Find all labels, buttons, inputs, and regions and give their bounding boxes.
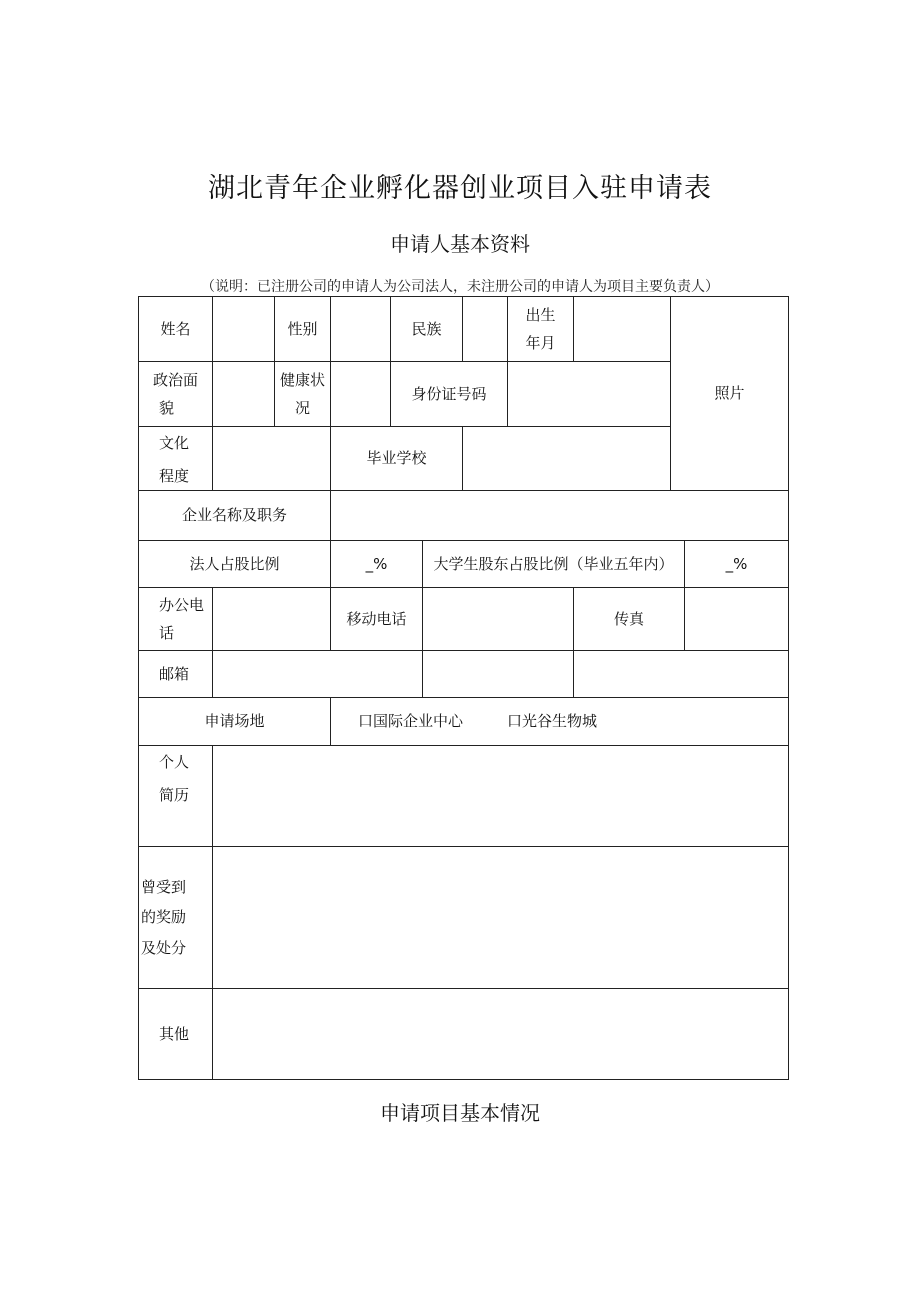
other-label: 其他 [138, 988, 213, 1080]
fax-field[interactable] [684, 587, 789, 651]
mobile-field[interactable] [422, 587, 574, 651]
section-title-project: 申请项目基本情况 [380, 1101, 540, 1125]
name-field[interactable] [212, 296, 275, 362]
birth-label: 出生 年月 [507, 296, 574, 362]
ethnicity-field[interactable] [462, 296, 508, 362]
student-share-label: 大学生股东占股比例（毕业五年内） [422, 540, 685, 588]
venue-option-biolake[interactable]: 口光谷生物城 [507, 712, 598, 731]
email-field-2[interactable] [422, 650, 574, 698]
education-label: 文化 程度 [138, 426, 213, 491]
name-label: 姓名 [138, 296, 213, 362]
id-number-field[interactable] [507, 361, 671, 427]
education-field[interactable] [212, 426, 331, 491]
political-status-label: 政治面 貌 [138, 361, 213, 427]
legal-share-field[interactable]: _% [330, 540, 423, 588]
mobile-label: 移动电话 [330, 587, 423, 651]
venue-label: 申请场地 [138, 697, 331, 746]
id-number-label: 身份证号码 [390, 361, 508, 427]
health-field[interactable] [330, 361, 391, 427]
fax-label: 传真 [573, 587, 685, 651]
birth-field[interactable] [573, 296, 671, 362]
email-field-3[interactable] [573, 650, 789, 698]
school-label: 毕业学校 [330, 426, 463, 491]
form-title: 湖北青年企业孵化器创业项目入驻申请表 [208, 173, 712, 204]
form-note: （说明：已注册公司的申请人为公司法人，未注册公司的申请人为项目主要负责人） [201, 279, 719, 295]
office-phone-label: 办公电 话 [138, 587, 213, 651]
application-form-table [139, 297, 789, 1081]
resume-field[interactable] [212, 745, 789, 847]
awards-field[interactable] [212, 846, 789, 989]
email-field[interactable] [212, 650, 423, 698]
other-field[interactable] [212, 988, 789, 1080]
company-label: 企业名称及职务 [138, 490, 331, 541]
health-label: 健康状 况 [274, 361, 331, 427]
office-phone-field[interactable] [212, 587, 331, 651]
awards-label: 曾受到 的奖励 及处分 [138, 846, 213, 989]
student-share-field[interactable]: _% [684, 540, 789, 588]
company-field[interactable] [330, 490, 789, 541]
section-title-applicant: 申请人基本资料 [390, 232, 530, 256]
email-label: 邮箱 [138, 650, 213, 698]
gender-field[interactable] [330, 296, 391, 362]
ethnicity-label: 民族 [390, 296, 463, 362]
venue-option-international[interactable]: 口国际企业中心 [358, 712, 464, 731]
photo-label: 照片 [714, 384, 745, 403]
school-field[interactable] [462, 426, 671, 491]
photo-box[interactable] [670, 296, 789, 491]
political-status-field[interactable] [212, 361, 275, 427]
legal-share-label: 法人占股比例 [138, 540, 331, 588]
resume-label: 个人 简历 [138, 745, 213, 847]
gender-label: 性别 [274, 296, 331, 362]
venue-options [330, 697, 789, 746]
